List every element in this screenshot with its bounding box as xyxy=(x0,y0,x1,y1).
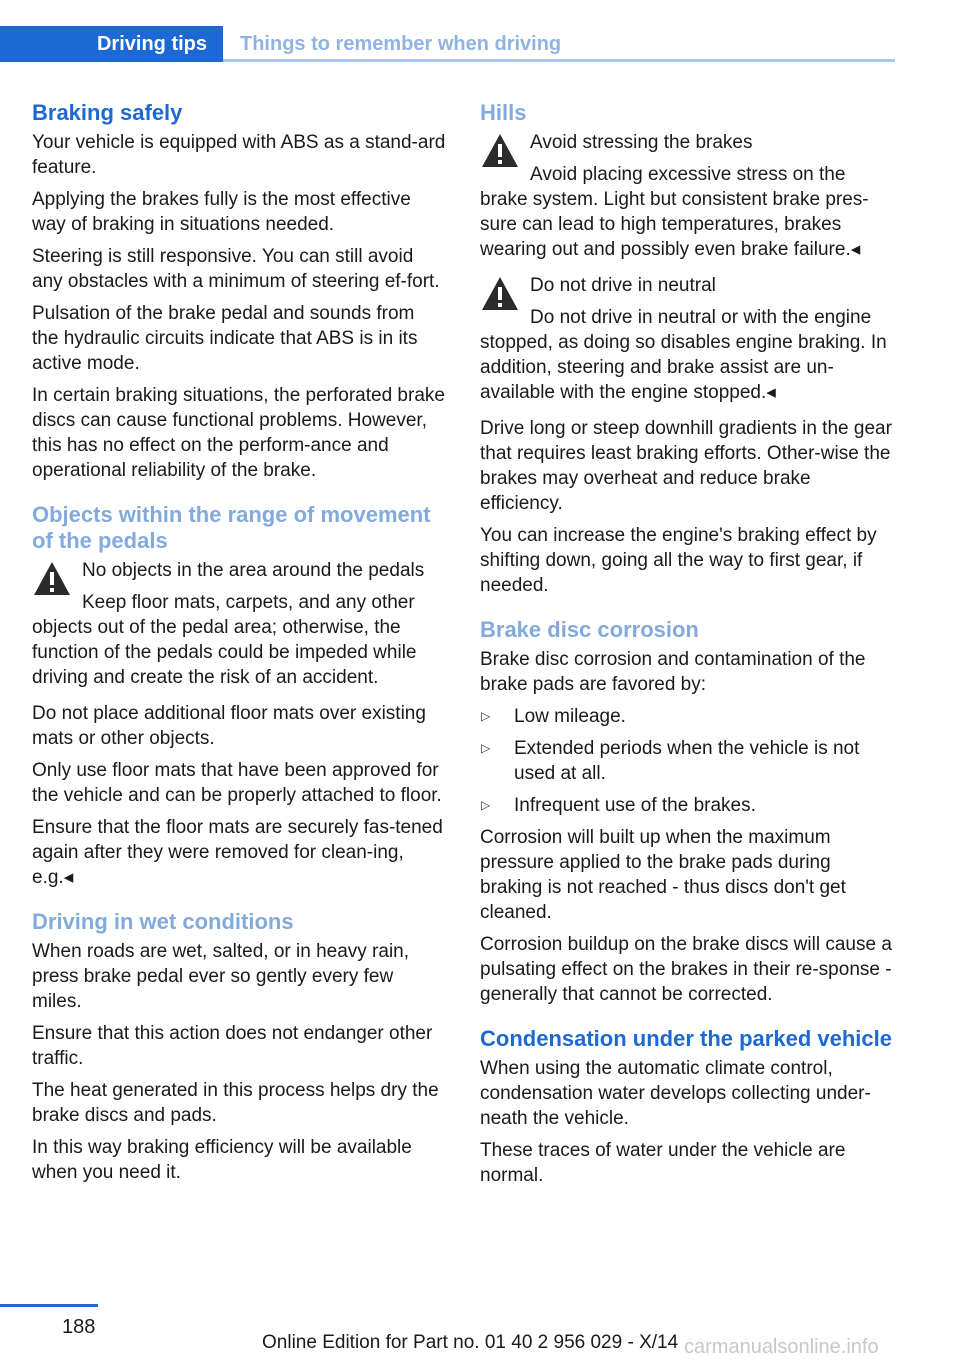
header-rule xyxy=(223,59,895,62)
paragraph: Ensure that this action does not endanger other traffic. xyxy=(32,1023,433,1069)
list-item-text: Extended periods when the vehicle is not used at all. xyxy=(514,738,860,784)
paragraph: Corrosion buildup on the brake discs will cause a pulsating effect on the brakes in their re-sponse - generally that cannot be corrected. xyxy=(480,934,892,1005)
heading-objects-pedals: Objects within the range of movement of the pedals xyxy=(32,502,431,553)
paragraph: In this way braking efficiency will be available when you need it. xyxy=(32,1137,412,1183)
paragraph: Ensure that the floor mats are securely fas-tened again after they were removed for clean-ing, e.g.◂ xyxy=(32,817,443,888)
paragraph: Applying the brakes fully is the most effective way of braking in situations needed. xyxy=(32,189,411,235)
warning-title: No objects in the area around the pedals xyxy=(82,560,425,581)
paragraph: Only use floor mats that have been approved for the vehicle and can be properly attached to floor. xyxy=(32,760,442,806)
paragraph: Drive long or steep downhill gradients in the gear that requires least braking efforts. Other-wise the brakes may overheat and reduce brake efficiency. xyxy=(480,418,892,514)
heading-hills: Hills xyxy=(480,100,527,125)
paragraph: Corrosion will built up when the maximum pressure applied to the brake pads during braking is not reached - thus discs don't get cleaned. xyxy=(480,827,846,923)
warning-title: Avoid stressing the brakes xyxy=(530,132,753,153)
left-column xyxy=(32,100,446,1192)
paragraph: You can increase the engine's braking effect by shifting down, going all the way to first gear, if needed. xyxy=(480,525,877,596)
right-column xyxy=(480,100,894,1195)
warning-body: Keep floor mats, carpets, and any other objects out of the pedal area; otherwise, the function of the pedals could be impeded while driving and create the risk of an accident. xyxy=(32,592,417,688)
chapter-tab: Driving tips xyxy=(0,26,223,62)
paragraph: These traces of water under the vehicle are normal. xyxy=(480,1140,846,1186)
warning-body: Avoid placing excessive stress on the brake system. Light but consistent brake pres-sure can lead to high temperatures, brakes wearing out and possibly even brake failure.◂ xyxy=(480,164,869,260)
warning-title: Do not drive in neutral xyxy=(530,275,716,296)
list-item xyxy=(480,793,894,818)
edition-text: Online Edition for Part no. 01 40 2 956 029 - X/14 xyxy=(262,1332,679,1353)
page-number: 188 xyxy=(62,1316,96,1338)
warning-triangle-icon xyxy=(480,274,520,314)
heading-condensation: Condensation under the parked vehicle xyxy=(480,1026,892,1051)
paragraph: Steering is still responsive. You can still avoid any obstacles with a minimum of steering ef-fort. xyxy=(32,246,440,292)
paragraph: When roads are wet, salted, or in heavy rain, press brake pedal ever so gently every few miles. xyxy=(32,941,410,1012)
heading-braking-safely: Braking safely xyxy=(32,100,183,125)
list-item xyxy=(480,736,894,786)
warning-block xyxy=(480,273,894,405)
paragraph: In certain braking situations, the perforated brake discs can cause functional problems. However, this has no effect on the perform-ance and operational reliability of the brake. xyxy=(32,385,445,481)
heading-wet-conditions: Driving in wet conditions xyxy=(32,909,294,934)
paragraph: When using the automatic climate control, condensation water develops collecting under-neath the vehicle. xyxy=(480,1058,871,1129)
paragraph: Do not place additional floor mats over existing mats or other objects. xyxy=(32,703,426,749)
paragraph: The heat generated in this process helps dry the brake discs and pads. xyxy=(32,1080,439,1126)
warning-block xyxy=(480,130,894,262)
footer-rule xyxy=(0,1304,98,1307)
list-triangle-icon: ▷ xyxy=(481,741,491,755)
warning-block xyxy=(32,558,446,690)
list-item-text: Infrequent use of the brakes. xyxy=(514,795,756,816)
warning-triangle-icon xyxy=(32,559,72,599)
heading-brake-disc-corrosion: Brake disc corrosion xyxy=(480,617,699,642)
bullet-list xyxy=(480,704,894,818)
list-triangle-icon: ▷ xyxy=(481,709,491,723)
paragraph: Pulsation of the brake pedal and sounds from the hydraulic circuits indicate that ABS is in its active mode. xyxy=(32,303,418,374)
warning-triangle-icon xyxy=(480,131,520,171)
list-triangle-icon: ▷ xyxy=(481,798,491,812)
list-item xyxy=(480,704,894,729)
paragraph: Brake disc corrosion and contamination of the brake pads are favored by: xyxy=(480,649,866,695)
paragraph: Your vehicle is equipped with ABS as a stand-ard feature. xyxy=(32,132,446,178)
page-header xyxy=(0,26,895,62)
warning-body: Do not drive in neutral or with the engine stopped, as doing so disables engine braking. In addition, steering and brake assist are un-available with the engine stopped.◂ xyxy=(480,307,887,403)
watermark: carmanualsonline.info xyxy=(684,1336,879,1358)
list-item-text: Low mileage. xyxy=(514,706,626,727)
section-title: Things to remember when driving xyxy=(240,33,562,55)
